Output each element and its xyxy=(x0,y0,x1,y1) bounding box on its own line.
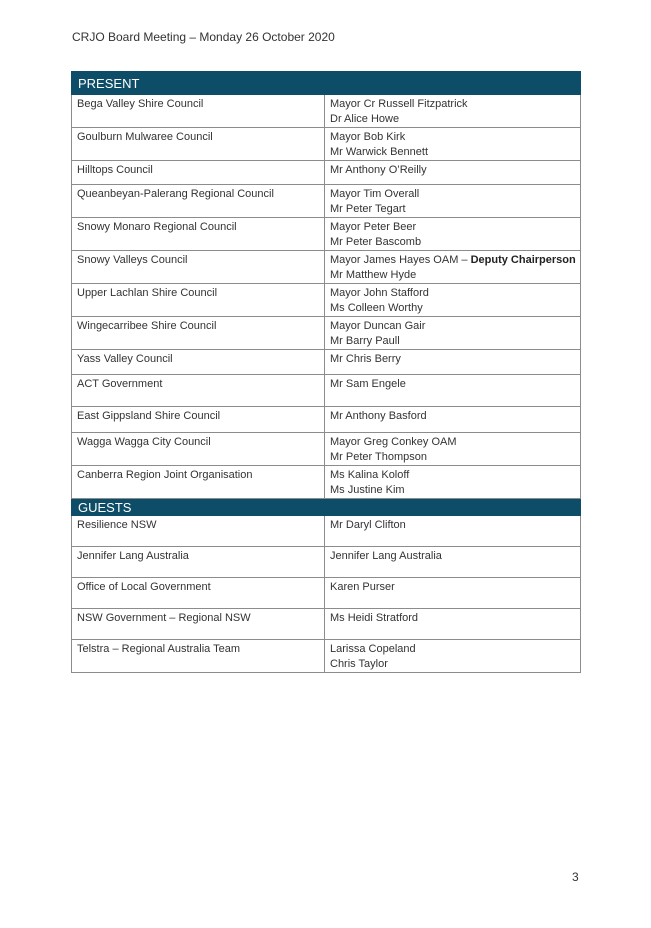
document-header: CRJO Board Meeting – Monday 26 October 2020 xyxy=(72,30,335,44)
attendee-name: Ms Heidi Stratford xyxy=(330,612,419,624)
attendee-name: Mr Sam Engele xyxy=(330,378,406,390)
table-row xyxy=(72,547,581,578)
present-heading: PRESENT xyxy=(72,72,581,95)
organisation-cell: ACT Government xyxy=(72,375,325,407)
organisation-cell: Telstra – Regional Australia Team xyxy=(72,640,325,673)
attendee-name: Mr Anthony Basford xyxy=(330,410,427,422)
attendee-name: Mayor Tim Overall xyxy=(330,188,420,200)
attendees-cell xyxy=(325,128,581,161)
attendee-name: Jennifer Lang Australia xyxy=(330,550,442,562)
organisation-cell: NSW Government – Regional NSW xyxy=(72,609,325,640)
table-row xyxy=(72,640,581,673)
attendees-cell xyxy=(325,95,581,128)
attendee-name: Ms Kalina Koloff xyxy=(330,469,410,481)
attendee-name: Mr Matthew Hyde xyxy=(330,269,417,281)
organisation-cell: Jennifer Lang Australia xyxy=(72,547,325,578)
table-row xyxy=(72,578,581,609)
attendees-cell xyxy=(325,161,581,185)
attendee-name: Mr Peter Thompson xyxy=(330,451,428,463)
guests-section-header xyxy=(72,499,581,516)
attendees-cell xyxy=(325,516,581,547)
organisation-cell: Canberra Region Joint Organisation xyxy=(72,466,325,499)
table-row xyxy=(72,218,581,251)
organisation-cell: Yass Valley Council xyxy=(72,350,325,375)
attendee-name: Larissa Copeland xyxy=(330,643,416,655)
attendee-name: Mayor Greg Conkey OAM xyxy=(330,436,457,448)
attendees-cell xyxy=(325,433,581,466)
table-row xyxy=(72,251,581,284)
table-row xyxy=(72,317,581,350)
organisation-cell: Office of Local Government xyxy=(72,578,325,609)
attendee-name: Mr Anthony O’Reilly xyxy=(330,164,427,176)
organisation-cell: Snowy Valleys Council xyxy=(72,251,325,284)
attendee-name: Mayor Duncan Gair xyxy=(330,320,426,332)
attendee-name: Mr Chris Berry xyxy=(330,353,401,365)
table-row xyxy=(72,516,581,547)
attendee-name-with-role xyxy=(330,253,575,268)
table-row xyxy=(72,609,581,640)
attendees-cell xyxy=(325,350,581,375)
table-row xyxy=(72,350,581,375)
guests-heading: GUESTS xyxy=(72,499,581,516)
organisation-cell: Hilltops Council xyxy=(72,161,325,185)
attendee-name: Mr Daryl Clifton xyxy=(330,519,406,531)
attendees-cell xyxy=(325,375,581,407)
attendees-cell xyxy=(325,407,581,433)
attendees-cell xyxy=(325,317,581,350)
attendees-cell xyxy=(325,218,581,251)
organisation-cell: Wingecarribee Shire Council xyxy=(72,317,325,350)
table-row xyxy=(72,466,581,499)
attendee-name: Mr Warwick Bennett xyxy=(330,146,429,158)
attendees-cell xyxy=(325,640,581,673)
attendee-name: Ms Justine Kim xyxy=(330,484,405,496)
attendees-cell xyxy=(325,284,581,317)
table-row xyxy=(72,185,581,218)
attendees-cell xyxy=(325,578,581,609)
attendees-cell xyxy=(325,466,581,499)
attendee-name: Ms Colleen Worthy xyxy=(330,302,423,314)
attendee-name: Mayor Cr Russell Fitzpatrick xyxy=(330,98,468,110)
table-row xyxy=(72,375,581,407)
attendees-cell xyxy=(325,609,581,640)
organisation-cell: Bega Valley Shire Council xyxy=(72,95,325,128)
organisation-cell: Goulburn Mulwaree Council xyxy=(72,128,325,161)
table-row xyxy=(72,161,581,185)
organisation-cell: East Gippsland Shire Council xyxy=(72,407,325,433)
attendee-name: Mr Barry Paull xyxy=(330,335,400,347)
organisation-cell: Queanbeyan-Palerang Regional Council xyxy=(72,185,325,218)
table-row xyxy=(72,128,581,161)
table-row xyxy=(72,407,581,433)
organisation-cell: Wagga Wagga City Council xyxy=(72,433,325,466)
attendee-name: Dr Alice Howe xyxy=(330,113,400,125)
attendee-name: Chris Taylor xyxy=(330,658,388,670)
attendance-table xyxy=(71,71,581,673)
page-number: 3 xyxy=(572,870,579,884)
attendee-name: Mayor John Stafford xyxy=(330,287,429,299)
attendee-name: Karen Purser xyxy=(330,581,395,593)
present-section-header xyxy=(72,72,581,95)
organisation-cell: Upper Lachlan Shire Council xyxy=(72,284,325,317)
attendees-cell xyxy=(325,185,581,218)
organisation-cell: Resilience NSW xyxy=(72,516,325,547)
attendee-name: Mayor James Hayes OAM – xyxy=(330,254,471,266)
attendees-cell xyxy=(325,251,581,284)
table-row xyxy=(72,433,581,466)
attendee-name: Mayor Peter Beer xyxy=(330,221,417,233)
attendees-cell xyxy=(325,547,581,578)
attendee-name: Mayor Bob Kirk xyxy=(330,131,406,143)
role-label: Deputy Chairperson xyxy=(470,254,576,266)
attendee-name: Mr Peter Bascomb xyxy=(330,236,422,248)
organisation-cell: Snowy Monaro Regional Council xyxy=(72,218,325,251)
table-row xyxy=(72,95,581,128)
table-row xyxy=(72,284,581,317)
attendee-name: Mr Peter Tegart xyxy=(330,203,406,215)
